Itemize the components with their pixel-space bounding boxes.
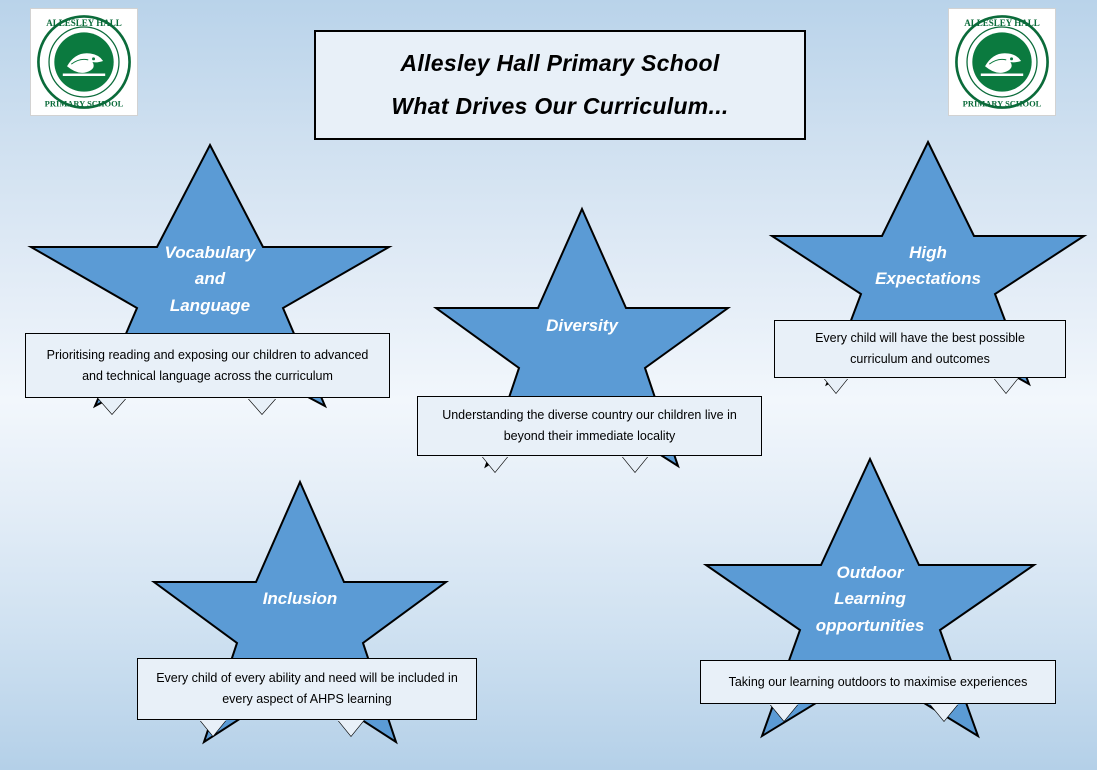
banner-text: Every child will have the best possible curriculum and outcomes xyxy=(815,331,1025,366)
banner-tail-left xyxy=(200,720,226,736)
star-label: Inclusion xyxy=(262,589,338,608)
banner-tail-right xyxy=(248,398,276,414)
banner-tail-right xyxy=(994,378,1018,393)
school-logo-left xyxy=(30,8,138,116)
school-crest-icon xyxy=(31,9,137,115)
star-label: High Expectations xyxy=(875,243,981,289)
svg-text:PRIMARY SCHOOL: PRIMARY SCHOOL xyxy=(44,98,124,109)
school-crest-icon xyxy=(949,9,1055,115)
banner-high-expectations xyxy=(774,320,1066,378)
banner-text: Every child of every ability and need will be included in every aspect of AHPS learning xyxy=(156,671,458,706)
banner-tail-left xyxy=(98,398,126,414)
banner-tail-right xyxy=(930,704,958,721)
banner-outdoor-learning-opportunities xyxy=(700,660,1056,704)
banner-tail-right xyxy=(338,720,364,736)
page-title: Allesley Hall Primary School xyxy=(400,50,720,76)
banner-diversity xyxy=(417,396,762,456)
svg-text:ALLESLEY HALL: ALLESLEY HALL xyxy=(964,17,1040,28)
svg-text:PRIMARY SCHOOL: PRIMARY SCHOOL xyxy=(962,98,1042,109)
star-label: Vocabulary and Language xyxy=(164,243,256,315)
banner-text: Prioritising reading and exposing our children to advanced and technical language across the curriculum xyxy=(46,347,369,383)
svg-text:ALLESLEY HALL: ALLESLEY HALL xyxy=(46,17,122,28)
banner-inclusion xyxy=(137,658,477,720)
page-subtitle: What Drives Our Curriculum... xyxy=(391,93,729,119)
star-label: Outdoor Learning opportunities xyxy=(815,563,925,635)
banner-tail-left xyxy=(770,704,798,721)
banner-tail-left xyxy=(482,456,508,472)
banner-tail-right xyxy=(622,456,648,472)
school-logo-right xyxy=(948,8,1056,116)
banner-tail-left xyxy=(824,378,848,393)
banner-vocabulary-and-language xyxy=(25,333,390,398)
banner-text: Understanding the diverse country our children live in beyond their immediate locality xyxy=(442,408,737,443)
star-label: Diversity xyxy=(546,316,618,335)
poster-title-box xyxy=(314,30,806,140)
banner-text: Taking our learning outdoors to maximise experiences xyxy=(728,674,1028,689)
